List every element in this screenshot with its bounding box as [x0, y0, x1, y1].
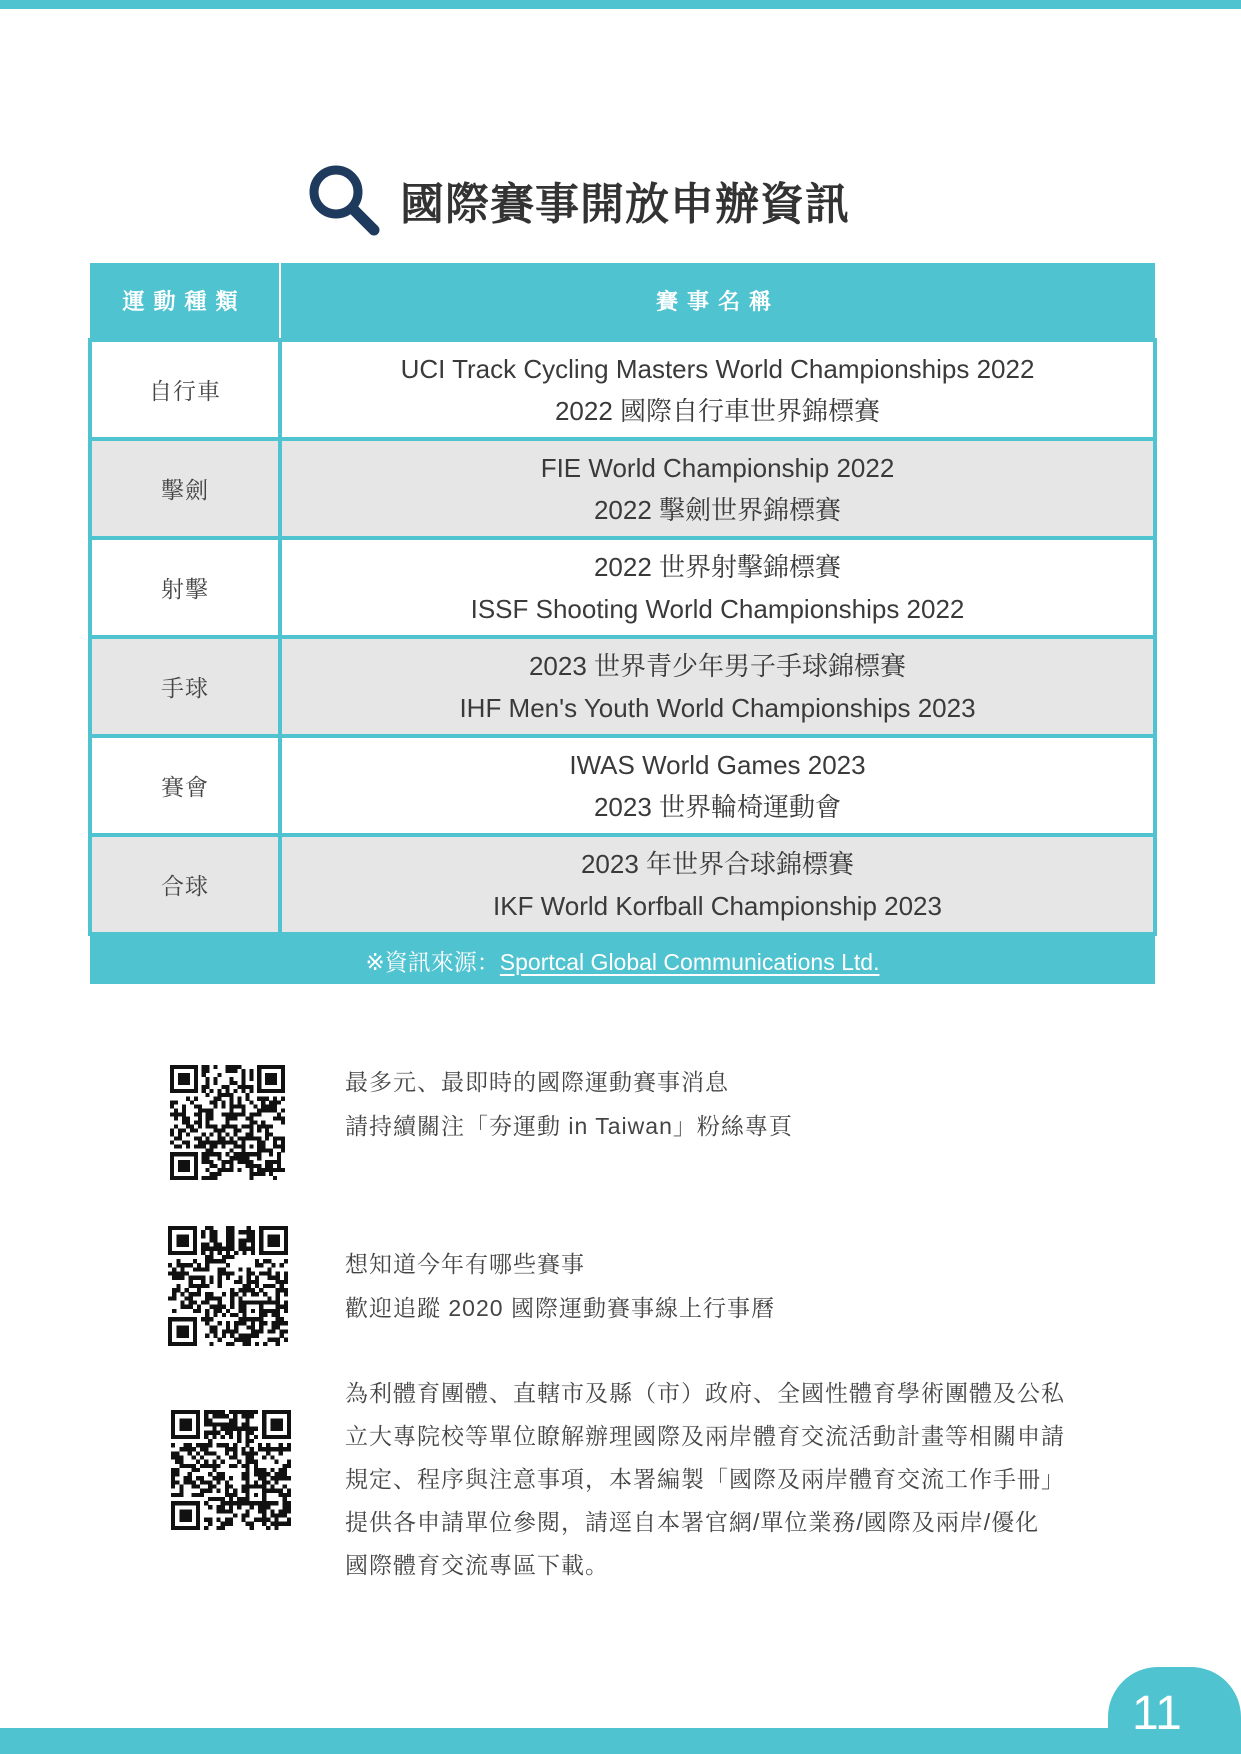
- qr-caption-fan-page: [345, 1060, 793, 1148]
- qr-code-event-calendar: [168, 1226, 288, 1346]
- event-name-line: 2023 世界輪椅運動會: [593, 791, 842, 822]
- page-number-tab: [1108, 1667, 1241, 1754]
- event-cell: [280, 736, 1155, 835]
- event-name-line: IWAS World Games 2023: [569, 749, 866, 780]
- caption-line: 立大專院校等單位瞭解辦理國際及兩岸體育交流活動計畫等相關申請: [345, 1423, 1065, 1449]
- event-name-line: FIE World Championship 2022: [540, 452, 895, 483]
- event-name-line: ISSF Shooting World Championships 2022: [470, 593, 965, 624]
- qr-caption-event-calendar: [345, 1242, 775, 1330]
- sport-cell: 擊劍: [90, 439, 280, 538]
- event-name-line: 2022 國際自行車世界錦標賽: [554, 395, 881, 426]
- caption-line: 為利體育團體、直轄市及縣（市）政府、全國性體育學術團體及公私: [345, 1380, 1065, 1406]
- caption-line: 歡迎追蹤 2020 國際運動賽事線上行事曆: [345, 1295, 775, 1321]
- event-cell: [280, 340, 1155, 439]
- table-row: [90, 736, 1155, 835]
- header-event-name: 賽事名稱: [280, 263, 1155, 340]
- header-sport-type: 運動種類: [90, 263, 280, 340]
- sport-cell: 合球: [90, 835, 280, 934]
- event-cell: [280, 538, 1155, 637]
- page-title: 國際賽事開放申辦資訊: [400, 180, 850, 229]
- sport-cell: 賽會: [90, 736, 280, 835]
- event-name-line: UCI Track Cycling Masters World Championships 2022: [400, 353, 1035, 384]
- event-cell: [280, 439, 1155, 538]
- event-name-line: IKF World Korfball Championship 2023: [493, 890, 942, 921]
- caption-line: 國際體育交流專區下載。: [345, 1552, 609, 1578]
- magnifier-icon: [306, 162, 382, 238]
- table-header-row: [90, 263, 1155, 340]
- event-cell: [280, 835, 1155, 934]
- source-cell: [90, 934, 1155, 984]
- sport-cell: 手球: [90, 637, 280, 736]
- table-source-row: [90, 934, 1155, 984]
- table-row: [90, 538, 1155, 637]
- event-name-line: 2023 世界青少年男子手球錦標賽: [528, 650, 907, 681]
- events-table: [88, 263, 1153, 984]
- event-name-line: 2022 擊劍世界錦標賽: [593, 494, 842, 525]
- sport-cell: 射擊: [90, 538, 280, 637]
- page-number: 11: [1132, 1687, 1182, 1740]
- event-name-line: 2023 年世界合球錦標賽: [580, 848, 855, 879]
- event-name-line: 2022 世界射擊錦標賽: [593, 551, 842, 582]
- caption-line: 最多元、最即時的國際運動賽事消息: [345, 1069, 729, 1095]
- caption-line: 提供各申請單位參閱，請逕自本署官網/單位業務/國際及兩岸/優化: [345, 1509, 1040, 1535]
- sport-cell: 自行車: [90, 340, 280, 439]
- table-row: [90, 439, 1155, 538]
- event-name-line: IHF Men's Youth World Championships 2023: [459, 692, 976, 723]
- top-accent-bar: [0, 0, 1241, 9]
- qr-code-fan-page: [170, 1065, 285, 1180]
- qr-caption-exchange-handbook: [345, 1372, 1065, 1587]
- page-header: [306, 160, 850, 240]
- table-row: [90, 637, 1155, 736]
- caption-line: 想知道今年有哪些賽事: [345, 1251, 585, 1277]
- table-row: [90, 835, 1155, 934]
- qr-code-exchange-handbook: [171, 1410, 291, 1530]
- source-prefix: ※資訊來源：: [365, 948, 500, 975]
- event-cell: [280, 637, 1155, 736]
- source-link[interactable]: Sportcal Global Communications Ltd.: [499, 948, 880, 975]
- bottom-accent-bar: [0, 1728, 1241, 1754]
- caption-line: 規定、程序與注意事項，本署編製「國際及兩岸體育交流工作手冊」: [345, 1466, 1065, 1492]
- table-row: [90, 340, 1155, 439]
- caption-line: 請持續關注「夯運動 in Taiwan」粉絲專頁: [345, 1113, 793, 1139]
